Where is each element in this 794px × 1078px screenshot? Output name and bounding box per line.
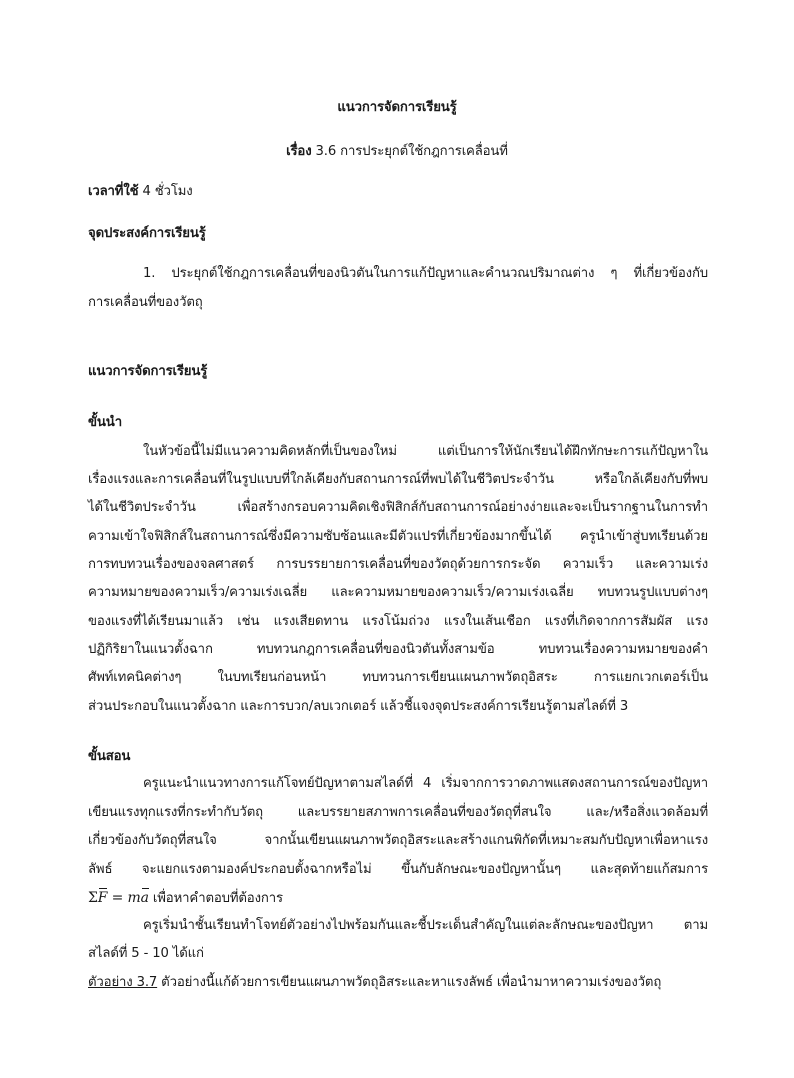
time-allotted xyxy=(88,182,708,202)
intro-line: ในหัวข้อนี้ไม่มีแนวความคิดหลักที่เป็นของใหม่ แต่เป็นการให้นักเรียนได้ฝึกทักษะการแก้ปัญหาใน xyxy=(143,444,708,459)
equation-suffix: เพื่อหาคำตอบที่ต้องการ xyxy=(148,891,283,906)
procedure-line: เขียนแรงทุกแรงที่กระทำกับวัตถุ และบรรยายสภาพการเคลื่อนที่ของวัตถุที่สนใจ และ/หรือสิ่งแวดล้อมที่ xyxy=(88,805,708,820)
example-line xyxy=(88,973,708,993)
procedure-line: เกี่ยวข้องกับวัตถุที่สนใจ จากนั้นเขียนแผนภาพวัตถุอิสระและสร้างแกนพิกัดที่เหมาะสมกับปัญหาเพื่อหาแรง xyxy=(88,833,708,848)
intro-line: ศัพท์เทคนิคต่างๆ ในบทเรียนก่อนหน้า ทบทวนการเขียนแผนภาพวัตถุอิสระ การแยกเวกเตอร์เป็น xyxy=(88,670,708,685)
newton-second-law-line xyxy=(88,888,708,909)
procedure-line: ครูแนะนำแนวทางการแก้โจทย์ปัญหาตามสไลด์ที่ 4 เริ่มจากการวาดภาพแสดงสถานการณ์ของปัญหา xyxy=(143,776,708,791)
subtitle-text: 3.6 การประยุกต์ใช้กฎการเคลื่อนที่ xyxy=(311,144,508,159)
objective-line: 1. ประยุกต์ใช้กฎการเคลื่อนที่ของนิวตันในการแก้ปัญหาและคำนวณปริมาณต่าง ๆ ที่เกี่ยวข้องกับ xyxy=(143,266,708,281)
intro-line: เรื่องแรงและการเคลื่อนที่ในรูปแบบที่ใกล้เคียงกับสถานการณ์ที่พบได้ในชีวิตประจำวัน หรือใกล้เคียงกับที่พบ xyxy=(88,472,708,487)
procedure-line: ลัพธ์ จะแยกแรงตามองค์ประกอบตั้งฉากหรือไม่ ขึ้นกับลักษณะของปัญหานั้นๆ และสุดท้ายแก้สมการ xyxy=(88,862,708,877)
newton-equation: ΣF = ma xyxy=(88,890,149,906)
intro-line: การทบทวนเรื่องของจลศาสตร์ การบรรยายการเคลื่อนที่ของวัตถุด้วยการกระจัด ความเร็ว และความเร่ง xyxy=(88,557,708,572)
objective-line: การเคลื่อนที่ของวัตถุ xyxy=(88,295,203,310)
intro-line: ส่วนประกอบในแนวตั้งฉาก และการบวก/ลบเวกเตอร์ แล้วชี้แจงจุดประสงค์การเรียนรู้ตามสไลด์ที่ 3 xyxy=(88,699,629,714)
intro-line: ความเข้าใจฟิสิกส์ในสถานการณ์ซึ่งมีความซับซ้อนและมีตัวแปรที่เกี่ยวข้องมากขึ้นได้ ครูนำเข้าสู่บทเรียนด้วย xyxy=(88,529,708,544)
time-label: เวลาที่ใช้ xyxy=(88,184,139,199)
example-label: ตัวอย่าง 3.7 xyxy=(88,975,158,990)
intro-heading: ขั้นนำ xyxy=(88,415,122,430)
procedure-line: ครูเริ่มนำชั้นเรียนทำโจทย์ตัวอย่างไปพร้อมกันและชี้ประเด็นสำคัญในแต่ละลักษณะของปัญหา ตาม xyxy=(143,918,708,933)
procedure-heading: ขั้นสอน xyxy=(88,749,131,764)
document-title: แนวการจัดการเรียนรู้ xyxy=(337,100,457,115)
intro-line: ได้ในชีวิตประจำวัน เพื่อสร้างกรอบความคิดเชิงฟิสิกส์กับสถานการณ์อย่างง่ายและจะเป็นรากฐานในการทำ xyxy=(88,500,708,515)
procedure-line: สไลด์ที่ 5 - 10 ได้แก่ xyxy=(88,946,204,961)
intro-line: ความหมายของความเร็ว/ความเร่งเฉลี่ย และความหมายของความเร็ว/ความเร่งเฉลี่ย ทบทวนรูปแบบต่างๆ xyxy=(88,585,708,600)
example-text: ตัวอย่างนี้แก้ด้วยการเขียนแผนภาพวัตถุอิสระและหาแรงลัพธ์ เพื่อนำมาหาความเร่งของวัตถุ xyxy=(157,975,662,990)
time-value: 4 ชั่วโมง xyxy=(138,184,193,199)
document-subtitle xyxy=(0,142,794,162)
objectives-heading: จุดประสงค์การเรียนรู้ xyxy=(88,226,206,241)
intro-line: ของแรงที่ได้เรียนมาแล้ว เช่น แรงเสียดทาน แรงโน้มถ่วง แรงในเส้นเชือก แรงที่เกิดจากการสัมผัส แรง xyxy=(88,614,708,629)
approach-heading: แนวการจัดการเรียนรู้ xyxy=(88,364,208,379)
subtitle-label: เรื่อง xyxy=(286,144,312,159)
intro-line: ปฏิกิริยาในแนวตั้งฉาก ทบทวนกฎการเคลื่อนที่ของนิวตันทั้งสามข้อ ทบทวนเรื่องความหมายของคำ xyxy=(88,642,708,657)
